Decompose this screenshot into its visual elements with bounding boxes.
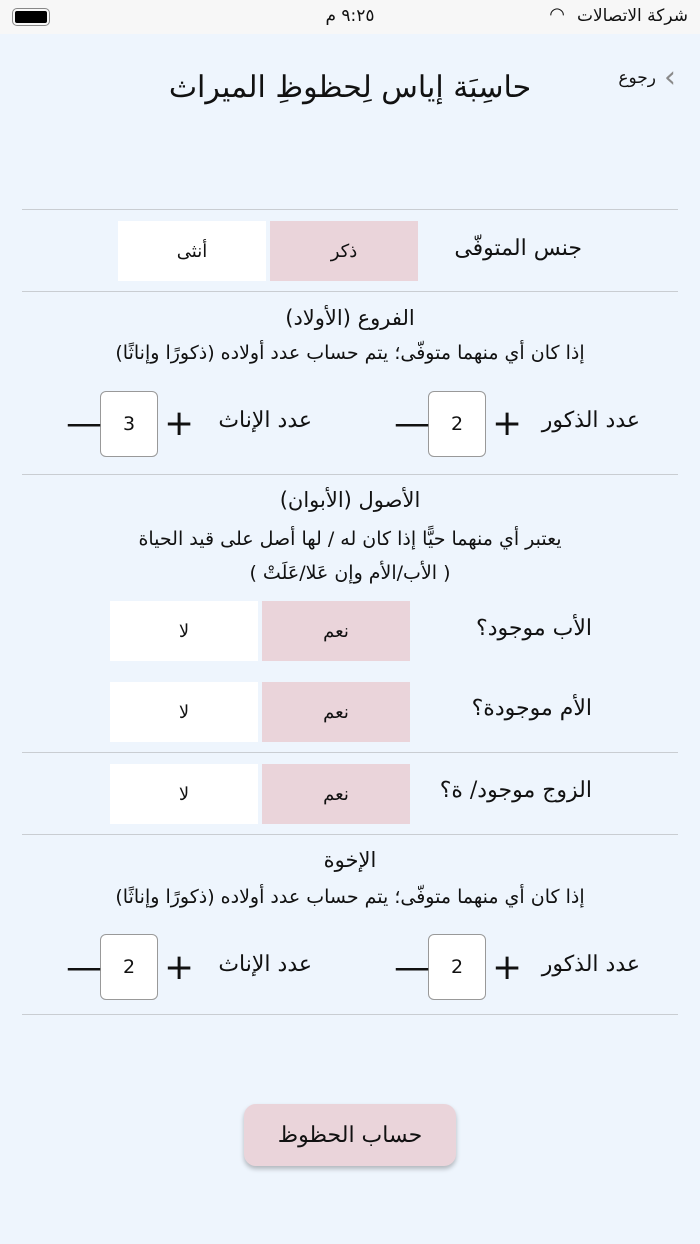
- calculate-button[interactable]: حساب الحظوظ: [244, 1104, 456, 1166]
- children-males-label: عدد الذكور: [541, 408, 640, 433]
- siblings-females-minus[interactable]: —: [66, 947, 102, 988]
- spouse-no[interactable]: لا: [110, 764, 258, 824]
- page-title: حاسِبَة إياس لِحظوظِ الميراث: [168, 70, 532, 105]
- parents-title: الأصول (الأبوان): [279, 488, 421, 512]
- children-title: الفروع (الأولاد): [285, 306, 415, 330]
- children-note: إذا كان أي منهما متوفّى؛ يتم حساب عدد أولاده (ذكورًا وإناثًا): [115, 342, 585, 364]
- siblings-males-input[interactable]: 2: [428, 934, 486, 1000]
- divider: [22, 752, 678, 753]
- children-females-input[interactable]: 3: [100, 391, 158, 457]
- spouse-yes[interactable]: نعم: [262, 764, 410, 824]
- siblings-males-minus[interactable]: —: [394, 947, 430, 988]
- children-males-minus[interactable]: —: [394, 403, 430, 444]
- siblings-title: الإخوة: [323, 848, 377, 872]
- mother-label: الأم موجودة؟: [471, 696, 592, 721]
- gender-female-option[interactable]: أنثى: [118, 221, 266, 281]
- carrier: شركة الاتصالات: [576, 6, 688, 26]
- divider: [22, 291, 678, 292]
- father-label: الأب موجود؟: [476, 616, 592, 641]
- divider: [22, 1014, 678, 1015]
- siblings-note: إذا كان أي منهما متوفّى؛ يتم حساب عدد أولاده (ذكورًا وإناثًا): [115, 886, 585, 908]
- children-males-input[interactable]: 2: [428, 391, 486, 457]
- mother-no[interactable]: لا: [110, 682, 258, 742]
- father-yes[interactable]: نعم: [262, 601, 410, 661]
- battery-icon: [12, 8, 50, 26]
- siblings-males-plus[interactable]: +: [492, 947, 523, 988]
- children-females-label: عدد الإناث: [218, 408, 312, 433]
- gender-label: جنس المتوفّى: [454, 236, 582, 261]
- siblings-females-label: عدد الإناث: [218, 952, 312, 977]
- chevron-left-icon: ›: [664, 60, 676, 95]
- gender-male-option[interactable]: ذكر: [270, 221, 418, 281]
- children-males-plus[interactable]: +: [492, 403, 523, 444]
- status-bar: [0, 0, 700, 34]
- siblings-males-label: عدد الذكور: [541, 952, 640, 977]
- back-label: رجوع: [618, 67, 656, 88]
- children-females-plus[interactable]: +: [164, 403, 195, 444]
- father-no[interactable]: لا: [110, 601, 258, 661]
- parents-note-2: ( الأب/الأم وإن عَلا/عَلَتْ ): [249, 562, 451, 584]
- spouse-label: الزوج موجود/ ة؟: [439, 778, 592, 803]
- children-females-minus[interactable]: —: [66, 403, 102, 444]
- parents-note: يعتبر أي منهما حيًّا إذا كان له / لها أصل على قيد الحياة: [138, 528, 562, 550]
- siblings-females-plus[interactable]: +: [164, 947, 195, 988]
- clock: ٩:٢٥ م: [325, 6, 375, 26]
- wifi-icon: ◠: [549, 4, 565, 25]
- mother-yes[interactable]: نعم: [262, 682, 410, 742]
- divider: [22, 834, 678, 835]
- divider: [22, 209, 678, 210]
- divider: [22, 474, 678, 475]
- siblings-females-input[interactable]: 2: [100, 934, 158, 1000]
